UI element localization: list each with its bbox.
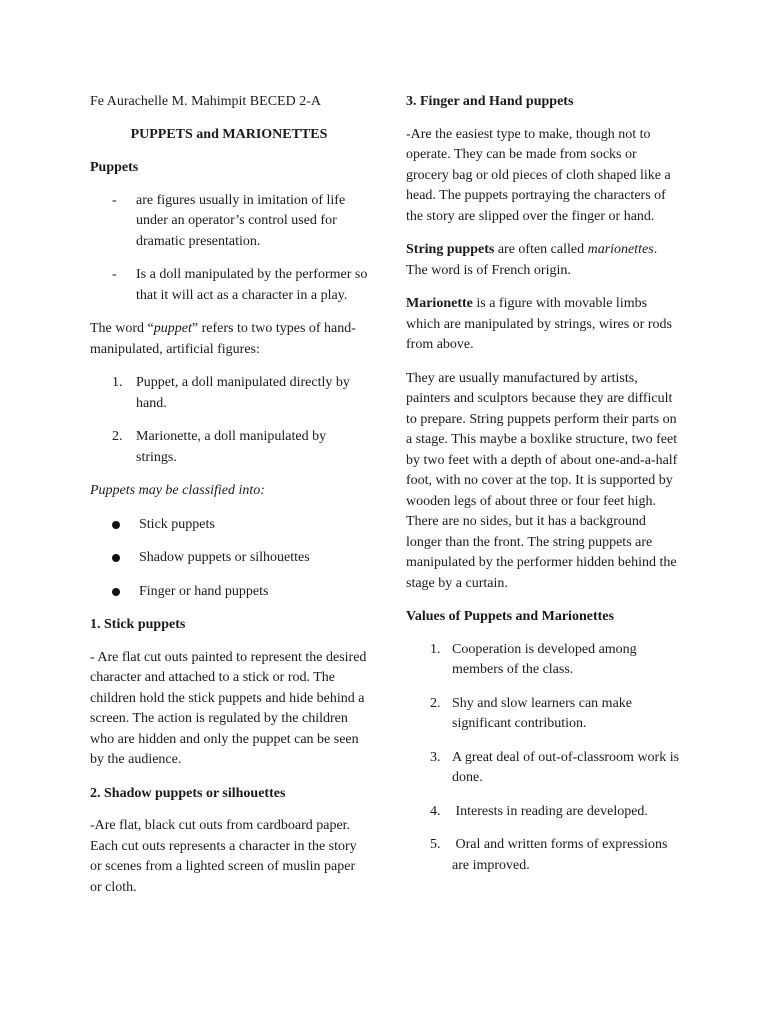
value-item (430, 748, 682, 789)
word-intro-term: puppet (153, 321, 192, 336)
value-item (430, 694, 682, 735)
finger-puppets-heading: 3. Finger and Hand puppets (406, 94, 574, 109)
word-intro-after: ” refers to two types of hand-manipulated, artificial figures: (90, 321, 356, 357)
string-puppets-end: . The word is of French origin. (406, 242, 658, 278)
author-line: Fe Aurachelle M. Mahimpit BECED 2-A (90, 94, 321, 109)
value-text: A great deal of out-of-classroom work is done. (452, 749, 680, 785)
marionette-paragraph (406, 294, 682, 356)
marionette-text: is a figure with movable limbs which are manipulated by strings, wires or rods from above. (406, 296, 672, 352)
shadow-puppets-text: -Are flat, black cut outs from cardboard paper. Each cut outs represents a character in the story or scenes from a lighted screen of muslin paper or cloth. (90, 818, 357, 895)
value-text: Shy and slow learners can make significant contribution. (452, 695, 632, 731)
class-text: Finger or hand puppets (139, 583, 269, 599)
list-number: 2. (430, 695, 441, 711)
word-intro-paragraph (90, 319, 368, 360)
definition-item (112, 191, 368, 253)
marionettes-term: marionettes (587, 242, 654, 257)
type-item (112, 427, 368, 468)
definition-text: are figures usually in imitation of life under an operator’s control used for dramatic presentation. (136, 192, 346, 249)
list-number: 4. (430, 803, 441, 819)
class-item (112, 548, 368, 569)
stick-puppets-heading: 1. Stick puppets (90, 617, 186, 632)
finger-puppets-text: -Are the easiest type to make, though not to operate. They can be made from socks or grocery bag or old pieces of cloth shaped like a head. The puppets portraying the characters of the story are slipped over the finger or hand. (406, 126, 671, 224)
value-item (430, 640, 682, 681)
value-item (430, 835, 682, 876)
value-item (430, 802, 682, 823)
stick-puppets-text: - Are flat cut outs painted to represent the desired character and attached to a stick or rod. The children hold the stick puppets and hide behind a screen. The action is regulated by the children who are hidden and only the puppet can be seen by the audience. (90, 649, 367, 767)
string-puppets-mid: are often called (494, 242, 588, 257)
left-column (90, 92, 368, 911)
class-item (112, 515, 368, 536)
marionette-term: Marionette (406, 296, 473, 311)
class-text: Shadow puppets or silhouettes (139, 550, 310, 565)
list-number: 5. (430, 837, 441, 852)
puppets-heading: Puppets (90, 160, 139, 175)
list-number: 2. (112, 429, 123, 444)
values-heading: Values of Puppets and Marionettes (406, 609, 614, 624)
word-intro-before: The word “ (90, 321, 154, 336)
class-text: Stick puppets (139, 516, 215, 532)
type-item (112, 373, 368, 414)
bullet-icon (112, 554, 120, 562)
value-text: Interests in reading are developed. (452, 803, 648, 819)
document-title: PUPPETS and MARIONETTES (130, 126, 328, 142)
value-text: Oral and written forms of expressions are improved. (452, 837, 671, 873)
string-puppets-term: String puppets (406, 242, 495, 257)
dash-marker: - (112, 192, 117, 208)
classified-intro: Puppets may be classified into: (90, 483, 265, 498)
definition-text: Is a doll manipulated by the performer so that it will act as a character in a play. (136, 267, 368, 303)
type-text: Puppet, a doll manipulated directly by hand. (136, 375, 350, 411)
definition-item (112, 265, 368, 306)
value-text: Cooperation is developed among members of the class. (452, 641, 637, 677)
right-column (406, 92, 682, 889)
string-puppets-paragraph (406, 240, 682, 281)
list-number: 1. (430, 641, 441, 657)
bullet-icon (112, 521, 120, 529)
list-number: 3. (430, 749, 441, 765)
list-number: 1. (112, 375, 123, 390)
bullet-icon (112, 588, 120, 596)
class-item (112, 582, 368, 603)
shadow-puppets-heading: 2. Shadow puppets or silhouettes (90, 785, 286, 801)
manufactured-paragraph: They are usually manufactured by artists, painters and sculptors because they are difficult to prepare. String puppets perform their parts on a stage. This maybe a boxlike structure, two feet by two feet with a depth of about one-and-a-half foot, with no cover at the top. It is supported by wooden legs of about three or four feet high. There are no sides, but it has a background longer than the front. The string puppets are manipulated by the performer hidden behind the stage by a curtain. (406, 370, 678, 591)
type-text: Marionette, a doll manipulated by strings. (136, 429, 327, 465)
dash-marker: - (112, 267, 117, 282)
